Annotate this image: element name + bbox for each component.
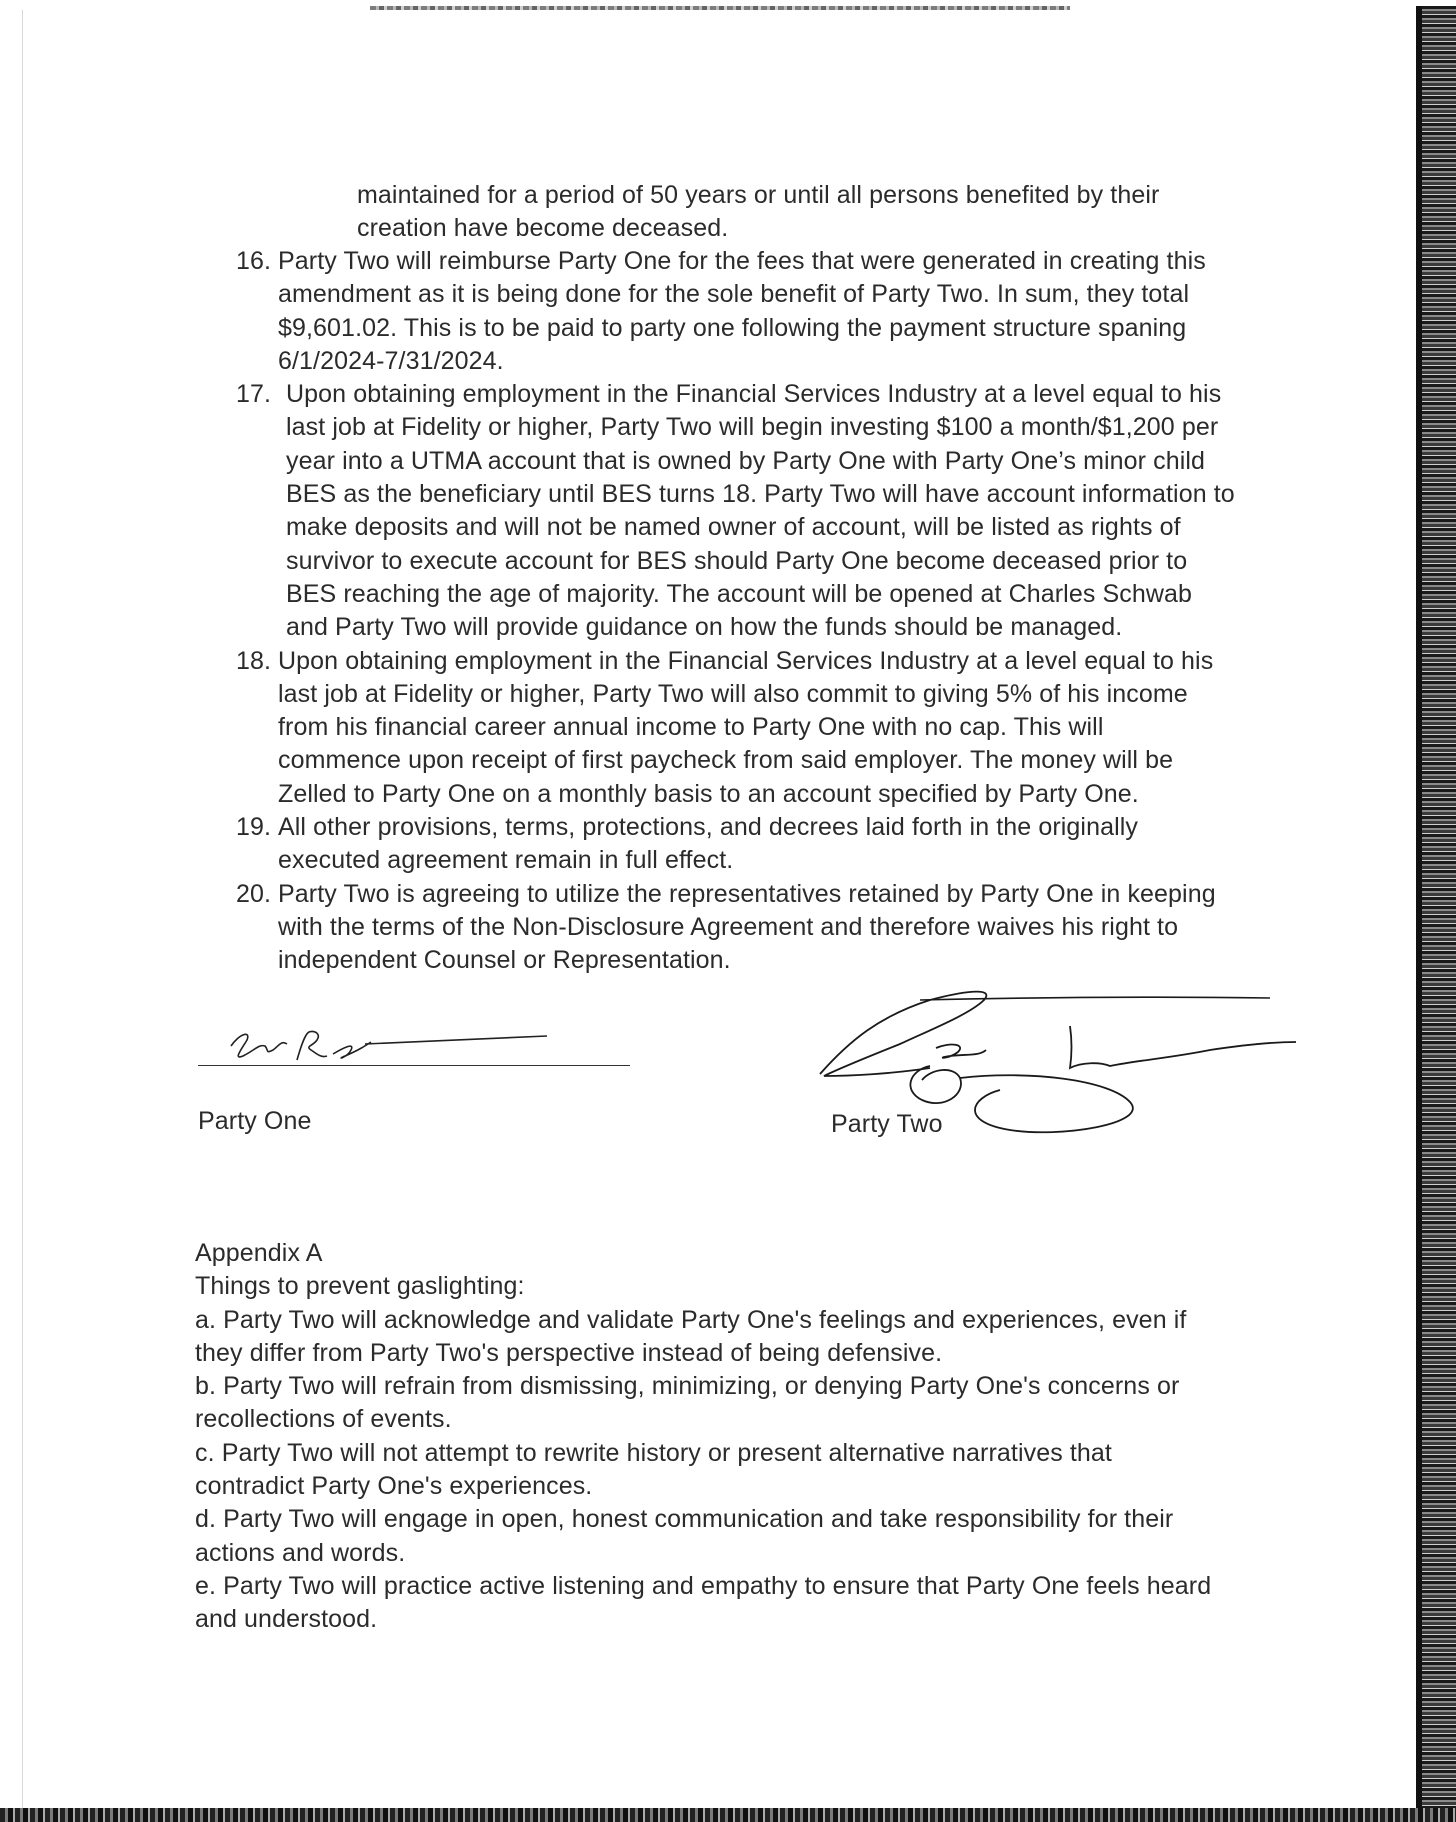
continuation-text: maintained for a period of 50 years or until all persons benefited by their creation have become deceased.: [357, 181, 1160, 243]
party-two-label: Party Two: [831, 1110, 943, 1138]
clause-item: [236, 645, 1266, 811]
clause-text: Party Two is agreeing to utilize the representatives retained by Party One in keeping with the terms of the Non-Disclosure Agreement and therefore waives his right to independent Counsel or Representation.: [278, 879, 1216, 975]
party-one-label: Party One: [198, 1107, 312, 1135]
clause-item: [236, 878, 1266, 978]
party-one-signature: [225, 1020, 555, 1070]
clause-number: 18.: [236, 646, 272, 675]
clause-number: 17.: [236, 380, 272, 409]
clause-text: Upon obtaining employment in the Financial Services Industry at a level equal to his last job at Fidelity or higher, Party Two will begin investing $100 a month/$1,200 per year into a UTMA account that is owned by Party One with Party One’s minor child BES as the beneficiary until BES turns 18. Party Two will have account information to make deposits and will not be named owner of account, will be listed as rights of survivor to execute account for BES should Party One become deceased prior to BES reaching the age of majority. The account will be opened at Charles Schwab and Party Two will provide guidance on how the funds should be managed.: [286, 380, 1235, 642]
clause-item: [236, 378, 1266, 644]
clause-number: 16.: [236, 247, 272, 275]
appendix-point: b. Party Two will refrain from dismissing, minimizing, or denying Party One's concerns or recollections of events.: [195, 1372, 1180, 1434]
clause-number: 20.: [236, 879, 272, 908]
clause-text: Party Two will reimburse Party One for the fees that were generated in creating this amendment as it is being done for the sole benefit of Party Two. In sum, they total $9,601.02. This is to be paid to party one following the payment structure spaning 6/1/2024-7/31/2024.: [278, 247, 1206, 375]
appendix-section: [195, 1237, 1275, 1637]
appendix-title: Appendix A: [195, 1239, 323, 1267]
appendix-point: a. Party Two will acknowledge and validate Party One's feelings and experiences, even if they differ from Party Two's perspective instead of being defensive.: [195, 1305, 1187, 1367]
clause-item: [236, 811, 1266, 878]
appendix-subtitle: Things to prevent gaslighting:: [195, 1272, 525, 1301]
clause-text: Upon obtaining employment in the Financial Services Industry at a level equal to his last job at Fidelity or higher, Party Two will also commit to giving 5% of his income from his financial career annual income to Party One with no cap. This will commence upon receipt of first paycheck from said employer. The money will be Zelled to Party One on a monthly basis to an account specified by Party One.: [278, 646, 1214, 808]
appendix-point: c. Party Two will not attempt to rewrite history or present alternative narratives that contradict Party One's experiences.: [195, 1438, 1112, 1501]
clause-text: All other provisions, terms, protections, and decrees laid forth in the originally executed agreement remain in full effect.: [278, 813, 1139, 875]
clause-item: [236, 245, 1266, 378]
appendix-point: e. Party Two will practice active listening and empathy to ensure that Party One feels heard and understood.: [195, 1571, 1212, 1634]
party-one-signature-line: [198, 1065, 630, 1066]
appendix-point: d. Party Two will engage in open, honest communication and take responsibility for their actions and words.: [195, 1505, 1174, 1567]
scan-edge-bottom: [0, 1808, 1456, 1822]
scan-edge-right: [1416, 6, 1456, 1822]
clause-number: 19.: [236, 813, 272, 842]
numbered-clause-list: [236, 245, 1266, 978]
